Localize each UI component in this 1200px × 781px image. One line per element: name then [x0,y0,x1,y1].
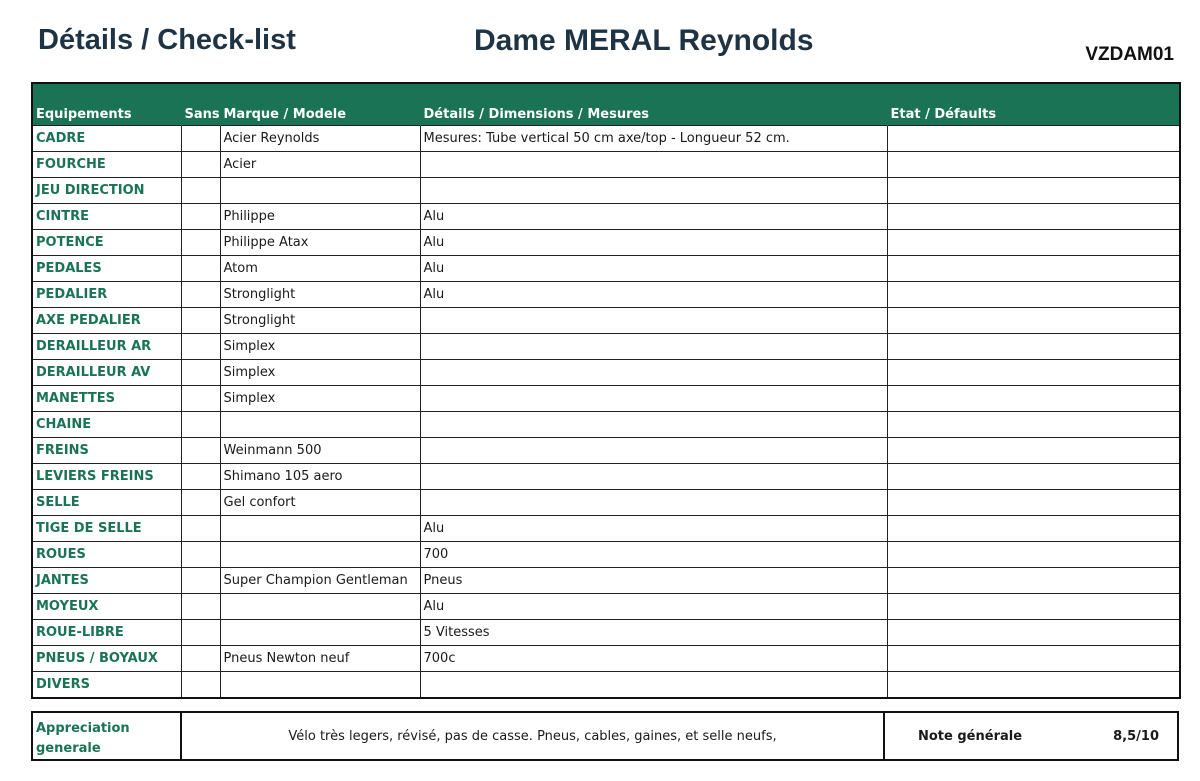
footer-summary [31,711,1179,761]
table-row [32,672,1180,699]
cell-equipement: SELLE [32,490,181,516]
table-row [32,334,1180,360]
cell-equipement: MANETTES [32,386,181,412]
cell-equipement: POTENCE [32,230,181,256]
cell-etat [887,646,1180,672]
page-title: Détails / Check-list [38,24,296,56]
cell-sans [181,230,220,256]
cell-equipement: PEDALIER [32,282,181,308]
cell-sans [181,438,220,464]
cell-details: 700 [420,542,887,568]
table-row [32,568,1180,594]
cell-etat [887,204,1180,230]
column-header-details: Détails / Dimensions / Mesures [420,83,887,126]
note-label: Note générale [918,728,1023,744]
table-row [32,594,1180,620]
cell-marque: Stronglight [220,308,420,334]
cell-etat [887,620,1180,646]
cell-marque [220,594,420,620]
cell-etat [887,126,1180,152]
table-row [32,204,1180,230]
checklist-table [31,82,1181,699]
cell-sans [181,152,220,178]
cell-etat [887,256,1180,282]
table-row [32,282,1180,308]
cell-etat [887,386,1180,412]
cell-etat [887,672,1180,699]
cell-equipement: MOYEUX [32,594,181,620]
table-row [32,360,1180,386]
cell-marque: Pneus Newton neuf [220,646,420,672]
cell-equipement: PNEUS / BOYAUX [32,646,181,672]
cell-details [420,438,887,464]
cell-equipement: CHAINE [32,412,181,438]
table-row [32,542,1180,568]
cell-details: Alu [420,282,887,308]
cell-equipement: ROUES [32,542,181,568]
cell-sans [181,256,220,282]
cell-equipement: TIGE DE SELLE [32,516,181,542]
cell-equipement: FREINS [32,438,181,464]
cell-details [420,334,887,360]
reference-code: VZDAM01 [1085,44,1174,65]
cell-marque: Acier Reynolds [220,126,420,152]
cell-marque [220,412,420,438]
cell-etat [887,360,1180,386]
table-row [32,438,1180,464]
cell-marque: Philippe [220,204,420,230]
cell-equipement: CADRE [32,126,181,152]
cell-details [420,490,887,516]
cell-details: Alu [420,516,887,542]
cell-equipement: DERAILLEUR AR [32,334,181,360]
cell-equipement: JEU DIRECTION [32,178,181,204]
note-value: 8,5/10 [1113,728,1159,744]
cell-details: Alu [420,594,887,620]
cell-sans [181,282,220,308]
cell-etat [887,308,1180,334]
cell-marque: Simplex [220,386,420,412]
cell-details [420,672,887,699]
cell-sans [181,412,220,438]
cell-details: Pneus [420,568,887,594]
cell-etat [887,412,1180,438]
cell-etat [887,568,1180,594]
table-row [32,178,1180,204]
cell-etat [887,230,1180,256]
cell-sans [181,178,220,204]
cell-details: Alu [420,230,887,256]
cell-sans [181,464,220,490]
appreciation-text: Vélo très legers, révisé, pas de casse. Pneus, cables, gaines, et selle neufs, [182,713,885,759]
cell-sans [181,126,220,152]
column-header-etat: Etat / Défaults [887,83,1180,126]
cell-equipement: CINTRE [32,204,181,230]
table-row [32,490,1180,516]
cell-sans [181,490,220,516]
cell-etat [887,152,1180,178]
cell-marque: Acier [220,152,420,178]
column-header-equipements: Equipements [32,83,181,126]
cell-marque [220,178,420,204]
cell-marque: Stronglight [220,282,420,308]
table-row [32,230,1180,256]
cell-equipement: FOURCHE [32,152,181,178]
cell-etat [887,594,1180,620]
cell-equipement: DERAILLEUR AV [32,360,181,386]
table-row [32,256,1180,282]
cell-etat [887,334,1180,360]
cell-details [420,308,887,334]
cell-etat [887,438,1180,464]
table-row [32,386,1180,412]
cell-marque: Atom [220,256,420,282]
bike-name: Dame MERAL Reynolds [474,24,814,57]
cell-details: Alu [420,204,887,230]
cell-sans [181,594,220,620]
cell-marque: Super Champion Gentleman [220,568,420,594]
table-row [32,620,1180,646]
cell-etat [887,516,1180,542]
cell-etat [887,178,1180,204]
cell-details [420,464,887,490]
cell-details: Mesures: Tube vertical 50 cm axe/top - Longueur 52 cm. [420,126,887,152]
cell-equipement: DIVERS [32,672,181,699]
table-header-row [32,83,1180,126]
cell-equipement: ROUE-LIBRE [32,620,181,646]
cell-marque [220,672,420,699]
cell-details [420,178,887,204]
cell-marque [220,620,420,646]
cell-details [420,152,887,178]
cell-marque: Philippe Atax [220,230,420,256]
cell-marque: Gel confort [220,490,420,516]
cell-equipement: LEVIERS FREINS [32,464,181,490]
cell-sans [181,646,220,672]
table-row [32,646,1180,672]
cell-details: 700c [420,646,887,672]
cell-sans [181,204,220,230]
cell-etat [887,282,1180,308]
cell-sans [181,360,220,386]
cell-sans [181,386,220,412]
cell-details [420,360,887,386]
cell-sans [181,334,220,360]
cell-sans [181,672,220,699]
cell-etat [887,464,1180,490]
table-row [32,308,1180,334]
cell-equipement: PEDALES [32,256,181,282]
cell-details: Alu [420,256,887,282]
table-row [32,464,1180,490]
note-box [885,713,1177,759]
cell-marque: Weinmann 500 [220,438,420,464]
cell-details [420,412,887,438]
cell-sans [181,308,220,334]
column-header-sans: Sans [181,83,220,126]
table-row [32,152,1180,178]
cell-sans [181,542,220,568]
table-row [32,516,1180,542]
cell-sans [181,568,220,594]
cell-sans [181,620,220,646]
cell-sans [181,516,220,542]
cell-marque [220,542,420,568]
cell-details [420,386,887,412]
cell-marque: Simplex [220,360,420,386]
table-row [32,412,1180,438]
cell-marque: Shimano 105 aero [220,464,420,490]
cell-etat [887,490,1180,516]
appreciation-label: Appreciation generale [33,713,182,759]
column-header-marque: Marque / Modele [220,83,420,126]
cell-marque [220,516,420,542]
cell-equipement: JANTES [32,568,181,594]
table-row [32,126,1180,152]
cell-equipement: AXE PEDALIER [32,308,181,334]
cell-details: 5 Vitesses [420,620,887,646]
cell-etat [887,542,1180,568]
cell-marque: Simplex [220,334,420,360]
